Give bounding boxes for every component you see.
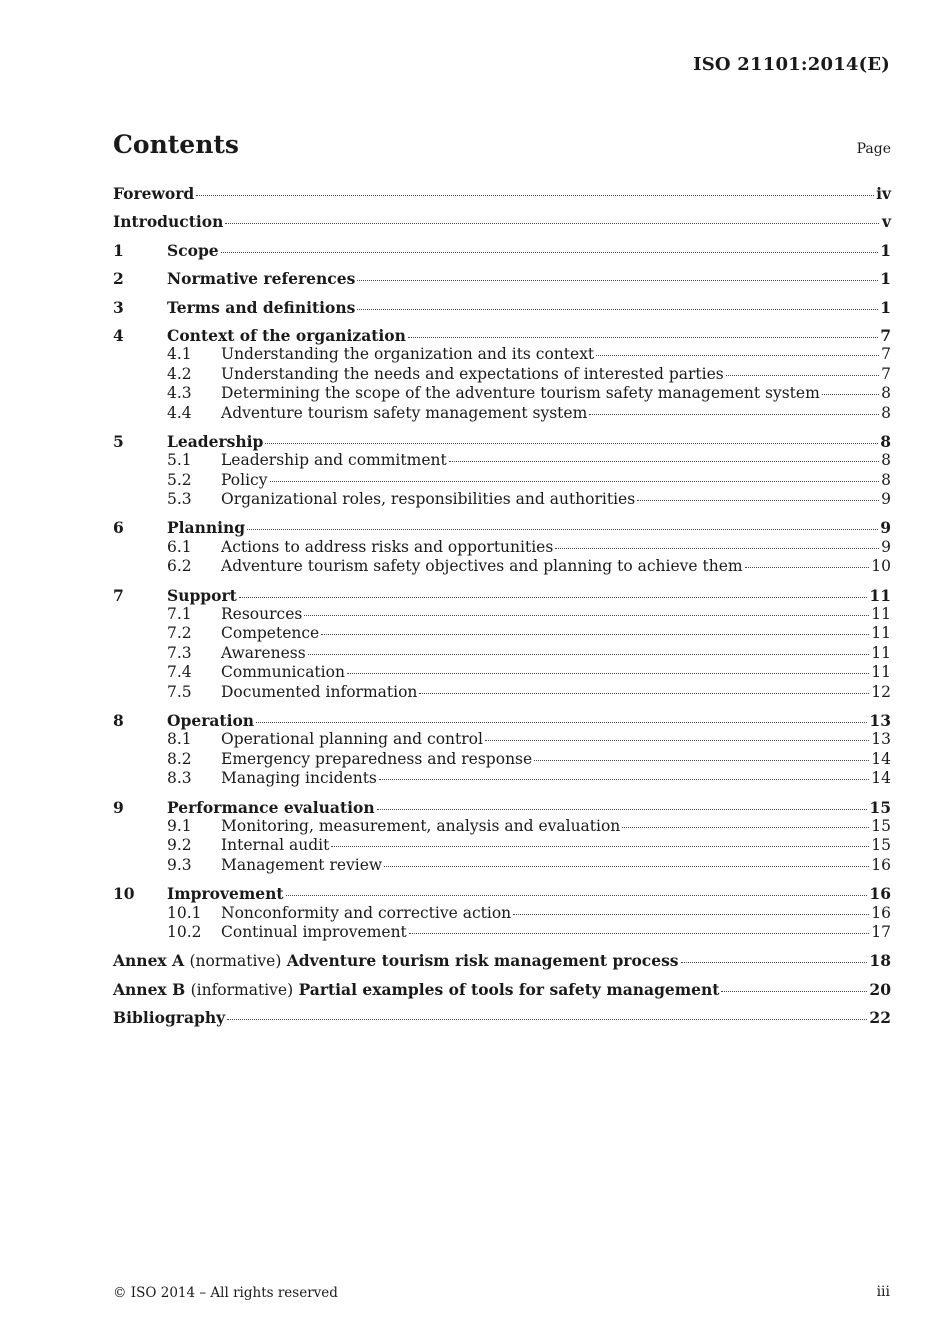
dot-leader	[286, 895, 868, 896]
dot-leader	[377, 809, 868, 810]
annex-label	[113, 980, 719, 999]
page-number: 7	[880, 325, 891, 345]
toc-entry-clause[interactable]	[113, 269, 891, 288]
dot-leader	[265, 443, 878, 444]
entry-title: Monitoring, measurement, analysis and evaluation	[221, 816, 621, 835]
page-number: iv	[876, 184, 891, 203]
entry-title: Competence	[221, 624, 320, 643]
dot-leader	[589, 414, 879, 415]
page-number: 11	[869, 585, 891, 605]
dot-leader	[379, 779, 869, 780]
subclause-number: 9.2	[167, 836, 192, 855]
subclause-number: 9.3	[167, 855, 192, 874]
page-number: 1	[880, 269, 891, 289]
page-number: 13	[871, 730, 891, 749]
toc-entry-clause[interactable]	[113, 884, 891, 903]
page-number: 15	[871, 816, 891, 835]
entry-title: Context of the organization	[167, 325, 406, 345]
page-number: 8	[881, 451, 891, 470]
subclause-number: 8.2	[167, 749, 192, 768]
toc-entry-subclause[interactable]	[113, 817, 891, 836]
toc-entry-clause[interactable]	[113, 798, 891, 817]
clause-number: 6	[113, 518, 124, 538]
toc-entry-subclause[interactable]	[113, 345, 891, 364]
page-number: 13	[869, 710, 891, 730]
entry-title: Understanding the needs and expectations of interested parties	[221, 364, 724, 383]
page-number: 8	[881, 403, 891, 422]
subclause-number: 4.4	[167, 403, 192, 422]
footer-copyright: © ISO 2014 – All rights reserved	[113, 1285, 338, 1301]
page-number: 11	[871, 605, 891, 624]
page-number: 14	[871, 769, 891, 788]
dot-leader	[357, 280, 878, 281]
toc-entry-clause[interactable]	[113, 298, 891, 317]
dot-leader	[239, 597, 868, 598]
annex-prefix: Annex B	[113, 979, 186, 999]
page-number: 8	[880, 431, 891, 451]
subclause-number: 10.1	[167, 903, 202, 922]
entry-title: Operation	[167, 710, 255, 730]
toc-entry-subclause[interactable]	[113, 730, 891, 749]
page-number: 16	[869, 884, 891, 904]
dot-leader	[347, 673, 869, 674]
clause-number: 4	[113, 325, 124, 345]
entry-title: Emergency preparedness and response	[221, 749, 533, 768]
page-number: 9	[881, 490, 891, 509]
entry-title: Adventure tourism safety objectives and planning to achieve them	[221, 557, 743, 576]
toc-entry-front[interactable]	[113, 184, 891, 203]
page-number: 15	[869, 797, 891, 817]
dot-leader	[304, 615, 869, 616]
dot-leader	[726, 375, 879, 376]
toc-entry-clause[interactable]	[113, 326, 891, 345]
subclause-number: 6.2	[167, 557, 192, 576]
page-number: 8	[881, 384, 891, 403]
toc-entry-subclause[interactable]	[113, 557, 891, 576]
page-number: v	[881, 212, 891, 232]
entry-title: Bibliography	[113, 1008, 226, 1028]
dot-leader	[449, 461, 879, 462]
toc-entry-clause[interactable]	[113, 586, 891, 605]
toc-entry-subclause[interactable]	[113, 605, 891, 624]
toc-entry-subclause[interactable]	[113, 538, 891, 557]
page-number: 16	[871, 903, 891, 922]
toc-entry-annex[interactable]	[113, 980, 891, 999]
toc-entry-subclause[interactable]	[113, 769, 891, 788]
entry-title: Organizational roles, responsibilities and authorities	[221, 490, 636, 509]
entry-title: Understanding the organization and its context	[221, 345, 595, 364]
entry-title: Documented information	[221, 682, 418, 701]
subclause-number: 4.3	[167, 384, 192, 403]
entry-title: Improvement	[167, 884, 284, 904]
page-number: 1	[880, 240, 891, 260]
clause-number: 10	[113, 884, 135, 904]
subclause-number: 7.1	[167, 605, 192, 624]
dot-leader	[409, 933, 869, 934]
dot-leader	[256, 722, 867, 723]
page-column-label: Page	[856, 141, 891, 157]
dot-leader	[721, 991, 867, 992]
dot-leader	[822, 394, 879, 395]
subclause-number: 10.2	[167, 922, 202, 941]
dot-leader	[622, 827, 869, 828]
table-of-contents	[113, 184, 891, 1027]
subclause-number: 7.2	[167, 624, 192, 643]
annex-kind: (normative)	[189, 952, 282, 971]
toc-entry-subclause[interactable]	[113, 490, 891, 509]
subclause-number: 4.1	[167, 345, 192, 364]
subclause-number: 7.5	[167, 682, 192, 701]
dot-leader	[485, 740, 869, 741]
toc-entry-subclause[interactable]	[113, 750, 891, 769]
entry-title: Foreword	[113, 184, 195, 203]
toc-entry-front[interactable]	[113, 212, 891, 231]
dot-leader	[331, 846, 869, 847]
toc-entry-subclause[interactable]	[113, 683, 891, 702]
entry-title: Performance evaluation	[167, 797, 375, 817]
dot-leader	[225, 223, 879, 224]
clause-number: 3	[113, 297, 124, 317]
entry-title: Internal audit	[221, 836, 330, 855]
toc-entry-subclause[interactable]	[113, 923, 891, 942]
clause-number: 1	[113, 240, 124, 260]
toc-entry-clause[interactable]	[113, 518, 891, 537]
toc-entry-back[interactable]	[113, 1008, 891, 1027]
entry-title: Terms and definitions	[167, 297, 356, 317]
dot-leader	[681, 962, 868, 963]
toc-entry-clause[interactable]	[113, 711, 891, 730]
page-number: 7	[881, 345, 891, 364]
toc-entry-subclause[interactable]	[113, 451, 891, 470]
annex-label	[113, 951, 679, 970]
subclause-number: 8.1	[167, 730, 192, 749]
clause-number: 8	[113, 710, 124, 730]
subclause-number: 7.4	[167, 663, 192, 682]
page-number: 11	[871, 624, 891, 643]
page-number: 16	[871, 855, 891, 874]
dot-leader	[357, 309, 878, 310]
document-id: ISO 21101:2014(E)	[693, 54, 890, 75]
annex-kind: (informative)	[190, 980, 294, 999]
entry-title: Continual improvement	[221, 922, 407, 941]
entry-title: Management review	[221, 855, 383, 874]
page-number: 18	[869, 951, 891, 971]
entry-title: Normative references	[167, 269, 356, 289]
toc-entry-subclause[interactable]	[113, 904, 891, 923]
page-number: 20	[869, 979, 891, 999]
clause-number: 9	[113, 797, 124, 817]
dot-leader	[745, 567, 870, 568]
subclause-number: 6.1	[167, 537, 192, 556]
dot-leader	[534, 760, 869, 761]
page-number: 9	[880, 518, 891, 538]
subclause-number: 5.2	[167, 470, 192, 489]
page-number: 8	[881, 470, 891, 489]
entry-title: Resources	[221, 605, 303, 624]
toc-entry-annex[interactable]	[113, 951, 891, 970]
page-number: 1	[880, 297, 891, 317]
dot-leader	[555, 548, 879, 549]
toc-entry-subclause[interactable]	[113, 365, 891, 384]
toc-entry-subclause[interactable]	[113, 856, 891, 875]
dot-leader	[513, 914, 869, 915]
page-number: 10	[871, 557, 891, 576]
annex-prefix: Annex A	[113, 951, 185, 971]
annex-title: Partial examples of tools for safety management	[298, 979, 720, 999]
toc-entry-subclause[interactable]	[113, 624, 891, 643]
dot-leader	[221, 252, 879, 253]
toc-entry-subclause[interactable]	[113, 471, 891, 490]
toc-entry-subclause[interactable]	[113, 836, 891, 855]
entry-title: Introduction	[113, 212, 224, 232]
dot-leader	[419, 693, 869, 694]
toc-entry-clause[interactable]	[113, 432, 891, 451]
entry-title: Support	[167, 585, 237, 605]
page-number: 14	[871, 749, 891, 768]
entry-title: Leadership	[167, 431, 264, 451]
page-number: 11	[871, 643, 891, 662]
subclause-number: 5.1	[167, 451, 192, 470]
entry-title: Operational planning and control	[221, 730, 483, 749]
dot-leader	[637, 500, 879, 501]
clause-number: 2	[113, 269, 124, 289]
subclause-number: 7.3	[167, 643, 192, 662]
dot-leader	[321, 634, 869, 635]
entry-title: Actions to address risks and opportunities	[221, 537, 554, 556]
page-number: 22	[869, 1008, 891, 1028]
entry-title: Determining the scope of the adventure tourism safety management system	[221, 384, 820, 403]
footer-page-number: iii	[876, 1284, 890, 1300]
clause-number: 5	[113, 431, 124, 451]
toc-entry-subclause[interactable]	[113, 384, 891, 403]
dot-leader	[384, 866, 869, 867]
toc-header	[113, 130, 891, 159]
entry-title: Communication	[221, 663, 345, 682]
toc-entry-subclause[interactable]	[113, 404, 891, 423]
subclause-number: 5.3	[167, 490, 192, 509]
page-number: 9	[881, 537, 891, 556]
page-number: 11	[871, 663, 891, 682]
subclause-number: 9.1	[167, 816, 192, 835]
entry-title: Scope	[167, 240, 219, 260]
page-number: 7	[881, 364, 891, 383]
toc-entry-subclause[interactable]	[113, 644, 891, 663]
clause-number: 7	[113, 585, 124, 605]
entry-title: Leadership and commitment	[221, 451, 447, 470]
entry-title: Nonconformity and corrective action	[221, 903, 512, 922]
page-number: 15	[871, 836, 891, 855]
entry-title: Planning	[167, 518, 246, 538]
dot-leader	[270, 481, 880, 482]
dot-leader	[596, 355, 879, 356]
toc-entry-clause[interactable]	[113, 241, 891, 260]
dot-leader	[196, 195, 874, 196]
subclause-number: 8.3	[167, 769, 192, 788]
page-number: 12	[871, 682, 891, 701]
entry-title: Adventure tourism safety management system	[221, 403, 588, 422]
entry-title: Awareness	[221, 643, 306, 662]
entry-title: Policy	[221, 470, 268, 489]
dot-leader	[408, 337, 878, 338]
dot-leader	[308, 654, 870, 655]
entry-title: Managing incidents	[221, 769, 377, 788]
dot-leader	[227, 1019, 867, 1020]
subclause-number: 4.2	[167, 364, 192, 383]
toc-entry-subclause[interactable]	[113, 663, 891, 682]
toc-title: Contents	[113, 130, 240, 159]
annex-title: Adventure tourism risk management process	[286, 951, 679, 971]
page-number: 17	[871, 922, 891, 941]
dot-leader	[247, 529, 878, 530]
